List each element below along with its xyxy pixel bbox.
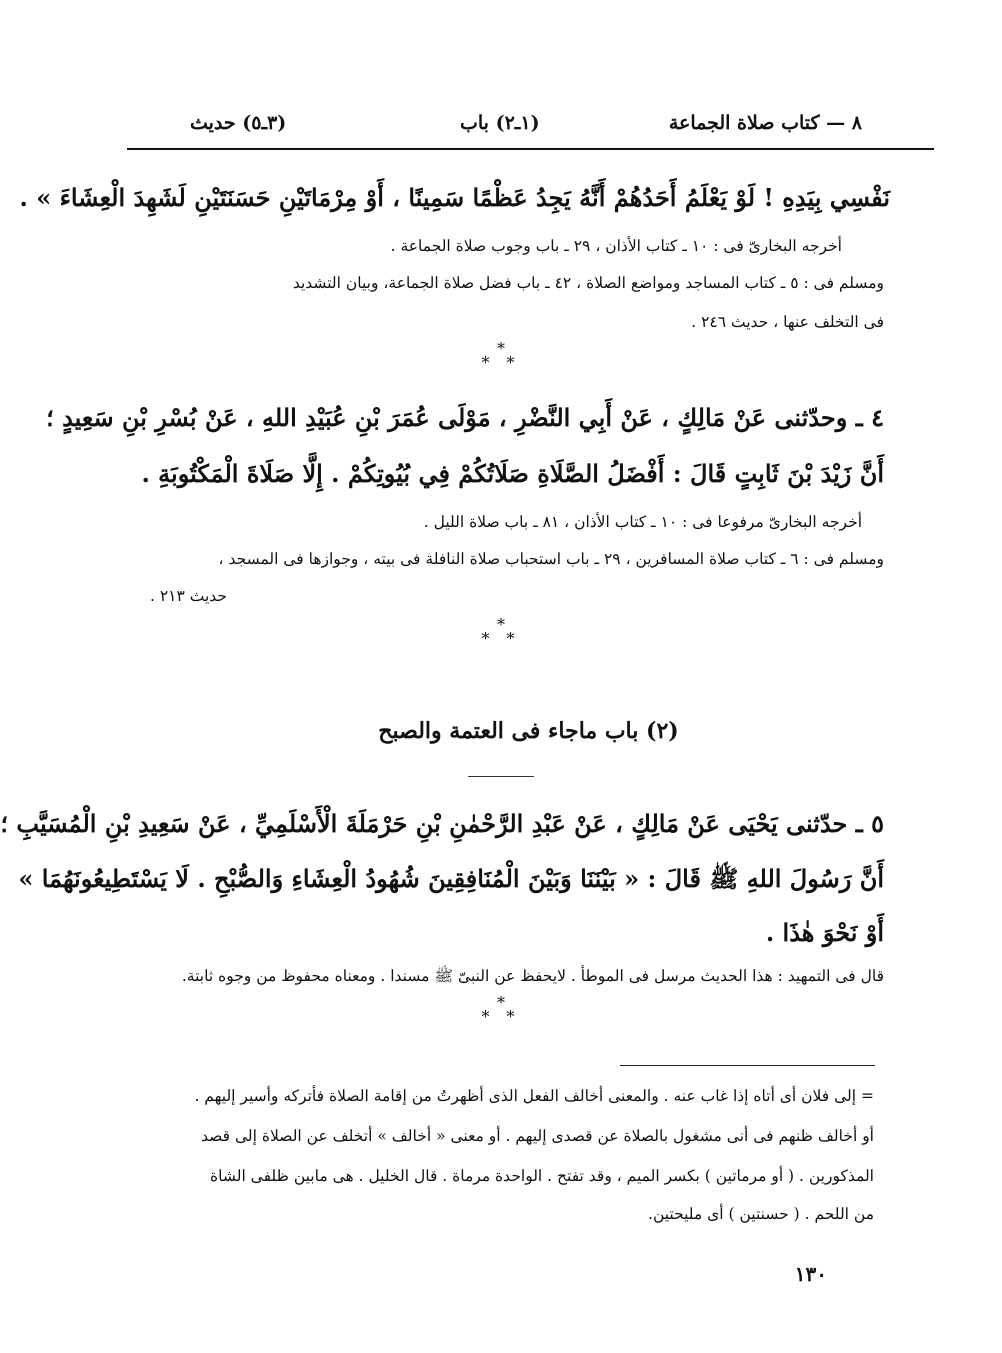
running-header-chapter: (١ـ٢) باب [460,112,540,134]
tamhid-note: قال فى التمهيد : هذا الحديث مرسل فى الموطأ . لايحفظ عن النبىّ ﷺ مسندا . ومعناه محفوظ من وجوه ثابتة. [181,967,884,985]
takhrij-note: ومسلم فى : ٦ ـ كتاب صلاة المسافرين ، ٢٩ ـ باب استحباب صلاة النافلة فى بيته ، وجوازها فى المسجد ، [218,550,884,568]
hadith-5-line-3: أَوْ نَحْوَ هٰذَا . [765,918,884,947]
footnote-line: = إلى فلان أى أتاه إذا غاب عنه . والمعنى أخالف الفعل الذى أظهرتُ من إقامة الصلاة فأتركه وأسير إليهم . [194,1087,874,1105]
chapter-title-rule [468,776,534,777]
hadith-4-line-1: ٤ ـ وحدّثنى عَنْ مَالِكٍ ، عَنْ أَبِي النَّضْرِ ، مَوْلَى عُمَرَ بْنِ عُبَيْدِ اللهِ ، عَنْ بُسْرِ بْنِ سَعِيدٍ ؛ [46,403,884,432]
takhrij-note: أخرجه البخارىّ مرفوعا فى : ١٠ ـ كتاب الأذان ، ٨١ ـ باب صلاة الليل . [423,513,862,531]
star-top: * [497,993,505,1012]
hadith-5-line-1: ٥ ـ حدّثنى يَحْيَى عَنْ مَالِكٍ ، عَنْ عَبْدِ الرَّحْمٰنِ بْنِ حَرْمَلَةَ الْأَسْلَمِيِّ ، عَنْ سَعِيدِ بْنِ الْمُسَيَّبِ ؛ [0,809,884,838]
star-bottom: * * [481,629,521,648]
takhrij-note: فى التخلف عنها ، حديث ٢٤٦ . [691,313,884,331]
footnote-line: أو أخالف ظنهم فى أنى مشغول بالصلاة عن قصدى إليهم . أو معنى « أخالف » أتخلف عن الصلاة إلى قصد [201,1127,874,1145]
footnote-line: المذكورين . ( أو مرماتين ) بكسر الميم ، وقد تفتح . الواحدة مرماة . قال الخليل . هى مابين ظلفى الشاة [210,1167,874,1185]
takhrij-note: أخرجه البخارىّ فى : ١٠ ـ كتاب الأذان ، ٢٩ ـ باب وجوب صلاة الجماعة . [390,237,842,255]
running-header-hadith: (٣ـ٥) حديث [190,112,287,134]
takhrij-note: ومسلم فى : ٥ ـ كتاب المساجد ومواضع الصلاة ، ٤٢ ـ باب فضل صلاة الجماعة، وبيان التشديد [292,274,884,292]
takhrij-note: حديث ٢١٣ . [149,587,227,605]
page-number: ١٣٠ [794,1262,827,1286]
footnote-line: من اللحم . ( حسنتين ) أى مليحتين. [648,1205,874,1223]
hadith-4-line-2: أَنَّ زَيْدَ بْنَ ثَابِتٍ قَالَ : أَفْضَلُ الصَّلَاةِ صَلَاتُكُمْ فِي بُيُوتِكُمْ . إِلَّا صَلَاةَ الْمَكْتُوبَةِ . [141,459,884,488]
chapter-title: (٢) باب ماجاء فى العتمة والصبح [378,718,679,744]
running-header-book: ٨ — كتاب صلاة الجماعة [668,112,862,134]
header-rule [127,148,934,150]
star-bottom: * * [481,1007,521,1026]
section-separator-stars [471,615,531,648]
star-top: * [497,339,505,358]
section-separator-stars [471,339,531,372]
hadith-5-line-2: أَنَّ رَسُولَ اللهِ ﷺ قَالَ : « بَيْنَنَا وَبَيْنَ الْمُنَافِقِينَ شُهُودُ الْعِشَاءِ وَالصُّبْحِ . لَا يَسْتَطِيعُونَهُمَا » [18,864,884,893]
continuation-text: نَفْسِي بِيَدِهِ ! لَوْ يَعْلَمُ أَحَدُهُمْ أَنَّهُ يَجِدُ عَظْمًا سَمِينًا ، أَوْ مِرْمَاتَيْنِ حَسَنَتَيْنِ لَشَهِدَ الْعِشَاءَ » . [19,183,890,212]
star-bottom: * * [481,353,521,372]
section-separator-stars [471,993,531,1026]
footnote-rule [620,1065,875,1066]
star-top: * [497,615,505,634]
